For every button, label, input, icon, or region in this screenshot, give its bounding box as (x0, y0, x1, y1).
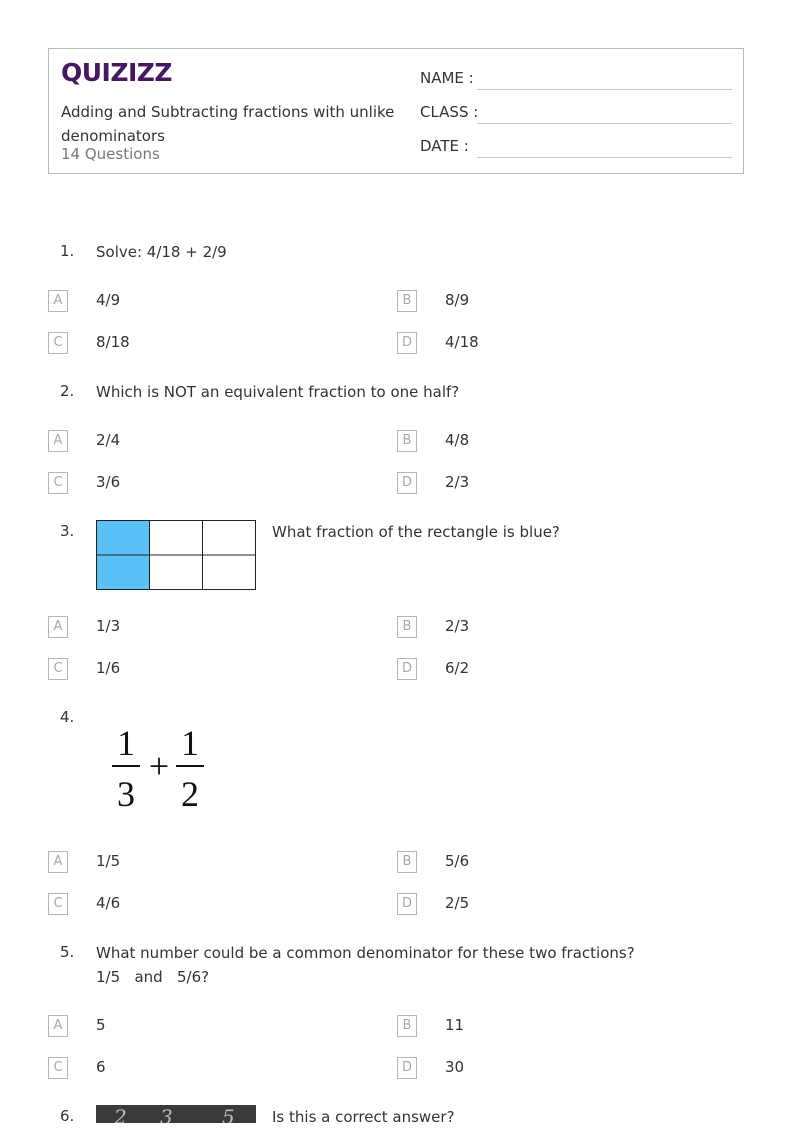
chalkboard-image (96, 1105, 256, 1123)
blue-cell (97, 521, 150, 556)
option-letter[interactable]: C (48, 332, 68, 354)
question-number: 2. (60, 382, 75, 400)
numerator: 1 (117, 723, 135, 763)
option-letter[interactable]: A (48, 430, 68, 452)
class-label: CLASS : (420, 103, 479, 121)
option-letter[interactable]: B (397, 616, 417, 638)
chalk-digit: 5 (222, 1105, 235, 1123)
option-text: 8/18 (96, 333, 130, 351)
option-text: 4/6 (96, 894, 121, 912)
fraction-rectangle (96, 520, 256, 590)
option-letter[interactable]: D (397, 1057, 417, 1079)
fraction-expression (108, 722, 218, 814)
option-letter[interactable]: C (48, 658, 68, 680)
question-number: 4. (60, 708, 75, 726)
option-letter[interactable]: C (48, 472, 68, 494)
denominator: 2 (181, 774, 199, 814)
question-number: 1. (60, 242, 75, 260)
numerator: 1 (181, 723, 199, 763)
option-letter[interactable]: D (397, 893, 417, 915)
question-text: Is this a correct answer? (272, 1108, 455, 1126)
option-text: 5/6 (445, 852, 470, 870)
option-letter[interactable]: A (48, 1015, 68, 1037)
question-count: 14 Questions (61, 145, 160, 163)
option-letter[interactable]: C (48, 1057, 68, 1079)
option-text: 4/8 (445, 431, 470, 449)
name-field[interactable] (477, 89, 732, 90)
question-text: Solve: 4/18 + 2/9 (96, 243, 227, 261)
option-letter[interactable]: B (397, 851, 417, 873)
worksheet-title: Adding and Subtracting fractions with unlike denominators (61, 103, 395, 145)
option-text: 30 (445, 1058, 465, 1076)
blue-cell (97, 555, 150, 590)
option-text: 1/3 (96, 617, 121, 635)
option-text: 2/3 (445, 617, 470, 635)
option-text: 6/2 (445, 659, 470, 677)
question-text: What number could be a common denominator for these two fractions? (96, 944, 635, 962)
option-text: 4/18 (445, 333, 479, 351)
question-text: Which is NOT an equivalent fraction to one half? (96, 383, 460, 401)
option-text: 2/3 (445, 473, 470, 491)
chalk-digit: 3 (160, 1105, 173, 1123)
option-letter[interactable]: B (397, 1015, 417, 1037)
option-text: 6 (96, 1058, 106, 1076)
question-number: 5. (60, 943, 75, 961)
option-text: 1/5 (96, 852, 121, 870)
option-letter[interactable]: A (48, 851, 68, 873)
class-field[interactable] (477, 123, 732, 124)
option-letter[interactable]: D (397, 332, 417, 354)
date-label: DATE : (420, 137, 469, 155)
option-text: 4/9 (96, 291, 121, 309)
question-number: 6. (60, 1107, 75, 1125)
worksheet-header (48, 48, 744, 174)
plus-sign: + (148, 746, 170, 786)
option-text: 2/4 (96, 431, 121, 449)
question-number: 3. (60, 522, 75, 540)
option-text: 1/6 (96, 659, 121, 677)
option-text: 5 (96, 1016, 106, 1034)
date-field[interactable] (477, 157, 732, 158)
chalk-digit: 2 (114, 1105, 127, 1123)
option-text: 11 (445, 1016, 465, 1034)
option-letter[interactable]: D (397, 658, 417, 680)
question-text: What fraction of the rectangle is blue? (272, 523, 560, 541)
option-text: 2/5 (445, 894, 470, 912)
denominator: 3 (117, 774, 135, 814)
option-text: 8/9 (445, 291, 470, 309)
option-letter[interactable]: B (397, 290, 417, 312)
question-text-line2: 1/5 and 5/6? (96, 968, 210, 986)
option-text: 3/6 (96, 473, 121, 491)
option-letter[interactable]: D (397, 472, 417, 494)
option-letter[interactable]: A (48, 616, 68, 638)
option-letter[interactable]: A (48, 290, 68, 312)
option-letter[interactable]: C (48, 893, 68, 915)
name-label: NAME : (420, 69, 474, 87)
option-letter[interactable]: B (397, 430, 417, 452)
quizizz-logo: QUIZIZZ (61, 58, 173, 87)
